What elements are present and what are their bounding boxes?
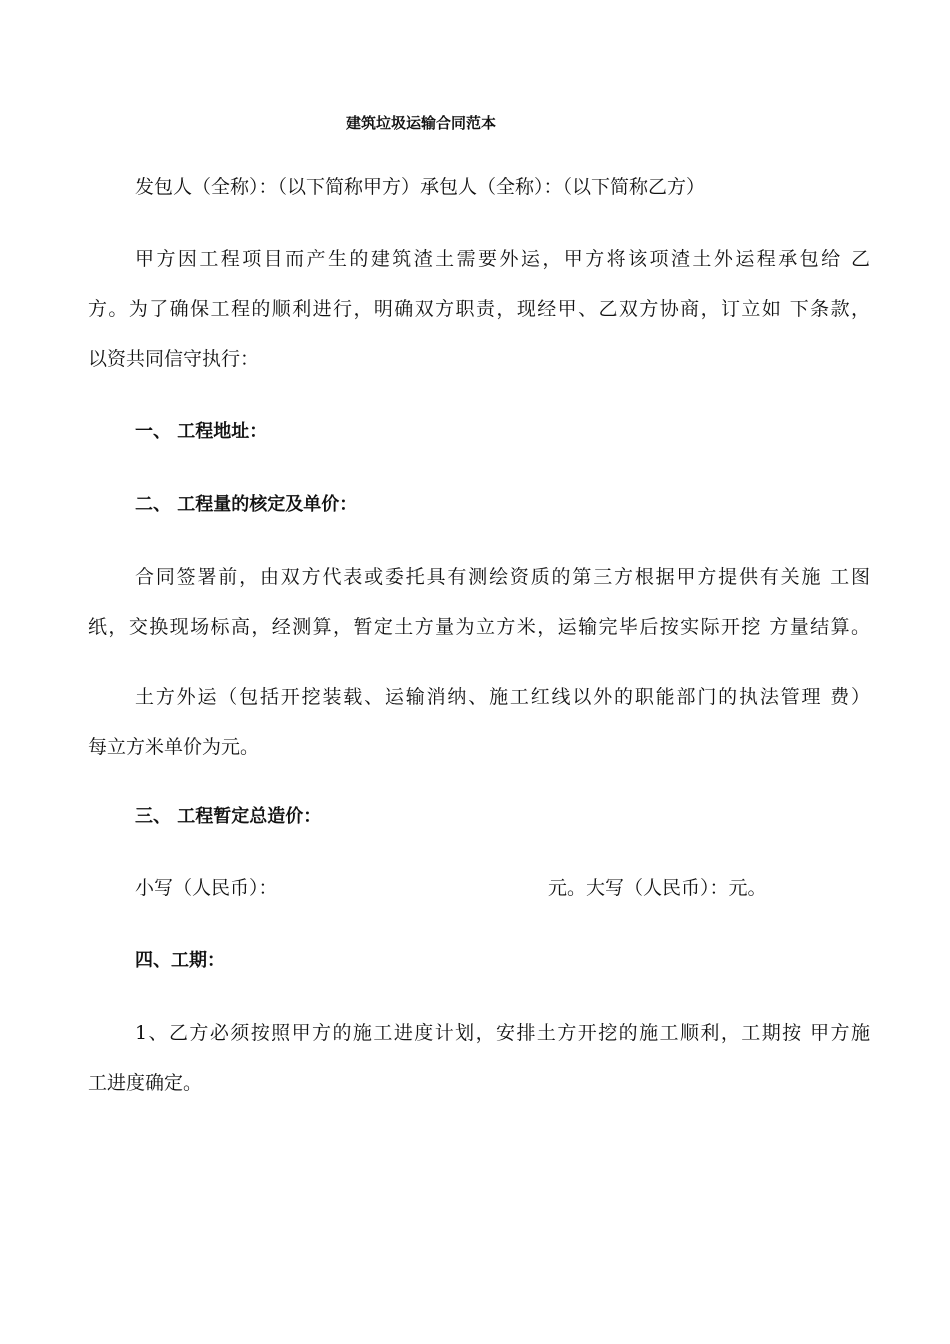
duration-item-line-2: 工进度确定。 (88, 1072, 203, 1094)
unit-price-line-1: 土方外运（包括开挖装载、运输消纳、施工红线以外的职能部门的执法管理 费） (135, 686, 870, 708)
duration-item-line-1: 1、乙方必须按照甲方的施工进度计划，安排土方开挖的施工顺利，工期按 甲方施 (135, 1022, 870, 1044)
unit-price-line-2: 每立方米单价为元。 (88, 736, 260, 758)
section-heading-quantity: 二、 工程量的核定及单价： (135, 494, 358, 515)
amount-large-label: 元。大写（人民币）：元。 (548, 877, 767, 899)
document-title: 建筑垃圾运输合同范本 (345, 114, 496, 132)
section-heading-total-price: 三、 工程暂定总造价： (135, 806, 322, 827)
preamble-line-1: 甲方因工程项目而产生的建筑渣土需要外运，甲方将该项渣土外运程承包给 乙 (135, 248, 870, 270)
quantity-paragraph-line-1: 合同签署前，由双方代表或委托具有测绘资质的第三方根据甲方提供有关施 工图 (135, 566, 870, 588)
preamble-line-2: 方。为了确保工程的顺利进行，明确双方职责，现经甲、乙双方协商，订立如 下条款， (88, 298, 870, 320)
section-heading-duration: 四、工期： (135, 950, 225, 971)
amount-small-label: 小写（人民币）： (135, 877, 278, 899)
preamble-line-3: 以资共同信守执行： (88, 348, 260, 370)
section-heading-address: 一、 工程地址： (135, 421, 268, 442)
parties-line: 发包人（全称）：（以下简称甲方）承包人（全称）：（以下简称乙方） (135, 176, 706, 198)
quantity-paragraph-line-2: 纸，交换现场标高，经测算，暂定土方量为立方米，运输完毕后按实际开挖 方量结算。 (88, 616, 870, 638)
